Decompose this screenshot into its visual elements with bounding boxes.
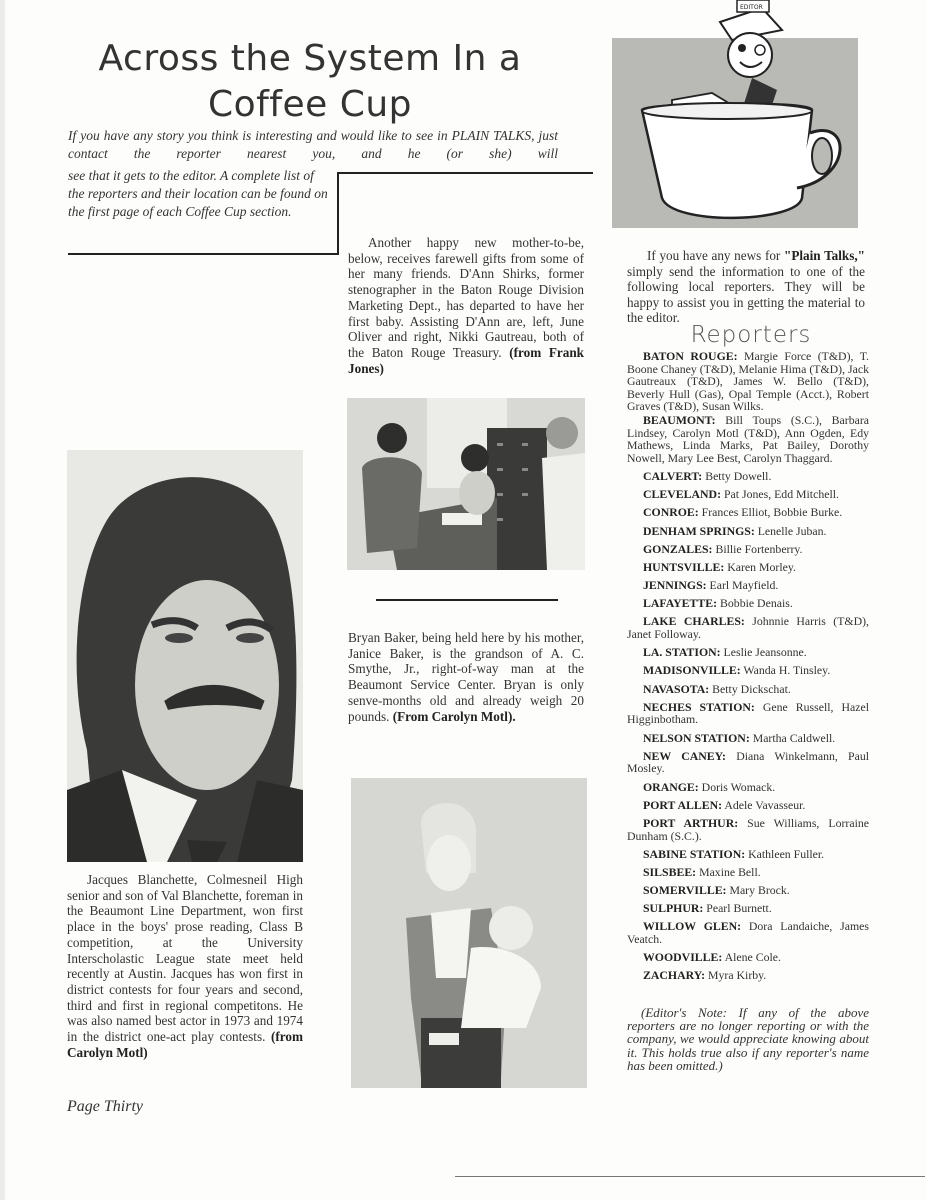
reporter-entry: [627, 732, 869, 745]
reporter-entry: [627, 488, 869, 501]
caption-jacques-blanchette: [67, 872, 303, 1060]
editors-note: (Editor's Note: If any of the above reporters are no longer reporting or with the company, we would appreciate knowing about it. This holds true also if any reporter's name has been omitted.): [627, 1005, 869, 1073]
reporter-location: SULPHUR:: [643, 901, 704, 916]
reporter-names: Pat Jones, Edd Mitchell.: [723, 487, 839, 502]
reporters-heading: Reporters: [690, 322, 812, 348]
title-line-2: Coffee Cup: [207, 84, 413, 125]
intro-text-left: see that it gets to the editor. A complete list of the reporters and their location can be found on the first page of each Coffee Cup section.: [68, 168, 328, 219]
caption-jacques-credit: (from Carolyn Motl): [67, 1029, 303, 1060]
reporter-location: LA. STATION:: [643, 645, 721, 660]
reporter-entry: [627, 799, 869, 812]
reporter-entry: [627, 951, 869, 964]
editor-mascot-icon: [612, 4, 858, 228]
intro-rule-vertical: [337, 172, 339, 254]
reporter-location: WOODVILLE:: [643, 950, 723, 965]
reporters-intro-pre: If you have any news for: [647, 248, 784, 263]
plain-talks-name: "Plain Talks,": [784, 248, 865, 263]
story-divider: [376, 599, 558, 601]
caption-mother-to-be-credit: (from Frank Jones): [348, 344, 584, 376]
reporter-names: Lenelle Juban.: [757, 523, 827, 538]
caption-mother-to-be: [348, 235, 584, 376]
photo-bryan-baker: [351, 778, 587, 1088]
reporter-names: Frances Elliot, Bobbie Burke.: [701, 505, 843, 520]
reporter-location: LAKE CHARLES:: [643, 614, 745, 629]
reporter-names: Dora Landaiche, James Veatch.: [627, 919, 869, 947]
reporter-location: BEAUMONT:: [643, 412, 716, 427]
intro-rule-bottom: [68, 253, 339, 255]
reporter-entry: [627, 543, 869, 556]
reporters-intro-post: simply send the information to one of the following local reporters. They will be happy to assist you in getting the material to the editor.: [627, 263, 865, 325]
reporter-entry: [627, 902, 869, 915]
caption-bryan-baker: [348, 630, 584, 724]
reporter-location: JENNINGS:: [643, 578, 707, 593]
reporter-names: Gene Russell, Hazel Higginbotham.: [627, 699, 869, 727]
reporter-entry: [627, 646, 869, 659]
reporter-entry: [627, 414, 869, 464]
reporter-names: Pearl Burnett.: [706, 901, 772, 916]
reporter-names: Diana Winkelmann, Paul Mosley.: [627, 748, 870, 776]
reporter-names: Kathleen Fuller.: [748, 846, 825, 861]
reporter-location: DENHAM SPRINGS:: [643, 523, 755, 538]
reporter-location: CALVERT:: [643, 468, 703, 483]
reporter-location: WILLOW GLEN:: [643, 919, 742, 934]
reporter-location: GONZALES:: [643, 541, 713, 556]
reporter-names: Bill Toups (S.C.), Barbara Lindsey, Carolyn Motl (T&D), Ann Ogden, Edy Mathews, Linda Marks, Pat Bailey, Dorothy Nowell, Mary Lee Best, Carolyn Thaggard.: [627, 412, 869, 465]
reporter-entry: [627, 561, 869, 574]
reporter-location: NEW CANEY:: [643, 748, 726, 763]
reporter-location: BATON ROUGE:: [643, 349, 738, 363]
reporter-location: CLEVELAND:: [643, 487, 721, 502]
reporters-list: [627, 350, 869, 988]
page-title: [60, 36, 560, 128]
reporter-names: Martha Caldwell.: [752, 730, 836, 745]
reporter-location: PORT ARTHUR:: [643, 815, 739, 830]
reporter-names: Sue Williams, Lorraine Dunham (S.C.).: [627, 815, 869, 843]
reporter-entry: [627, 506, 869, 519]
reporter-names: Betty Dowell.: [705, 468, 772, 483]
mother-and-baby-illustration: [351, 778, 587, 1088]
reporter-location: NAVASOTA:: [643, 681, 710, 696]
reporter-location: SABINE STATION:: [643, 846, 746, 861]
reporter-entry: [627, 664, 869, 677]
reporter-entry: [627, 579, 869, 592]
page-bottom-rule: [455, 1176, 925, 1177]
reporter-entry: [627, 470, 869, 483]
reporter-names: Doris Womack.: [701, 779, 776, 794]
reporter-entry: [627, 920, 869, 945]
reporter-names: Johnnie Harris (T&D), Janet Followay.: [627, 614, 870, 642]
reporter-location: ZACHARY:: [643, 968, 706, 983]
reporter-names: Karen Morley.: [727, 559, 796, 574]
reporter-entry: [627, 683, 869, 696]
reporter-names: Bobbie Denais.: [720, 596, 793, 611]
reporter-names: Adele Vavasseur.: [724, 797, 806, 812]
editor-hat-label: EDITOR: [740, 4, 763, 11]
reporter-names: Leslie Jeansonne.: [723, 645, 807, 660]
reporter-location: MADISONVILLE:: [643, 663, 741, 678]
title-line-1: Across the System In a: [98, 38, 522, 79]
caption-mother-to-be-text: Another happy new mother-to-be, below, receives farewell gifts from some of her many friends. D'Ann Shirks, former stenographer in the Baton Rouge Division Marketing Dept., has departed to have her first baby. Assisting D'Ann are, left, June Oliver and right, Nikki Gautreau, both of the Baton Rouge Treasury.: [348, 235, 584, 360]
photo-farewell-gifts: [347, 398, 585, 570]
reporter-names: Earl Mayfield.: [709, 578, 779, 593]
reporter-location: HUNTSVILLE:: [643, 559, 725, 574]
reporter-location: LAFAYETTE:: [643, 596, 718, 611]
page-left-edge: [0, 0, 5, 1200]
office-scene-illustration: [347, 398, 585, 570]
reporter-location: NELSON STATION:: [643, 730, 750, 745]
reporter-entry: [627, 615, 869, 640]
reporter-location: SILSBEE:: [643, 864, 697, 879]
reporter-location: SOMERVILLE:: [643, 883, 727, 898]
reporter-names: Billie Fortenberry.: [715, 541, 803, 556]
reporter-entry: [627, 848, 869, 861]
caption-bryan-baker-text: Bryan Baker, being held here by his mother, Janice Baker, is the grandson of A. C. Smythe, Jr., right-of-way man at the Beaumont Service Center. Bryan is only senve-months old and already weigh 20 pounds.: [348, 630, 584, 724]
reporter-entry: [627, 750, 869, 775]
reporter-entry: [627, 350, 869, 413]
reporter-names: Maxine Bell.: [699, 864, 761, 879]
reporter-names: Alene Cole.: [724, 950, 781, 965]
reporter-names: Myra Kirby.: [708, 968, 767, 983]
intro-rule-top: [338, 172, 593, 174]
reporter-names: Mary Brock.: [729, 883, 790, 898]
reporter-names: Margie Force (T&D), T. Boone Chaney (T&D), Melanie Hima (T&D), Jack Gautreaux (T&D), James W. Bello (T&D), Beverly Hull (Gas), Opal Temple (Acct.), Robert Graves (T&D), Susan Wilks.: [627, 349, 870, 414]
caption-jacques-text: Jacques Blanchette, Colmesneil High senior and son of Val Blanchette, foreman in the Beaumont Line Department, won first place in the boys' prose reading, Class B competition, at the University Interscholastic League state meet held recently at Austin. Jacques has won first in district contests for four years and second, third and first in regional competitons. He was also named best actor in 1973 and 1974 in the district one-act play contests.: [67, 872, 303, 1045]
caption-bryan-baker-credit: (From Carolyn Motl).: [392, 708, 516, 724]
reporter-entry: [627, 866, 869, 879]
intro-text-top: If you have any story you think is interesting and would like to see in PLAIN TALKS, just contact the reporter nearest you, and he (or she) will: [68, 128, 558, 161]
reporter-location: CONROE:: [643, 505, 699, 520]
reporter-names: Betty Dickschat.: [712, 681, 791, 696]
reporters-intro: [627, 248, 865, 326]
reporter-entry: [627, 781, 869, 794]
reporter-entry: [627, 597, 869, 610]
portrait-illustration: [67, 450, 303, 862]
reporter-location: NECHES STATION:: [643, 699, 755, 714]
page-number: Page Thirty: [67, 1098, 143, 1115]
coffee-cup-editor-illustration: [612, 4, 858, 228]
reporter-entry: [627, 817, 869, 842]
reporter-entry: [627, 969, 869, 982]
reporter-entry: [627, 525, 869, 538]
photo-jacques-blanchette: [67, 450, 303, 862]
reporter-location: ORANGE:: [643, 779, 699, 794]
reporter-names: Wanda H. Tinsley.: [743, 663, 831, 678]
reporter-entry: [627, 701, 869, 726]
reporter-location: PORT ALLEN:: [643, 797, 723, 812]
reporter-entry: [627, 884, 869, 897]
